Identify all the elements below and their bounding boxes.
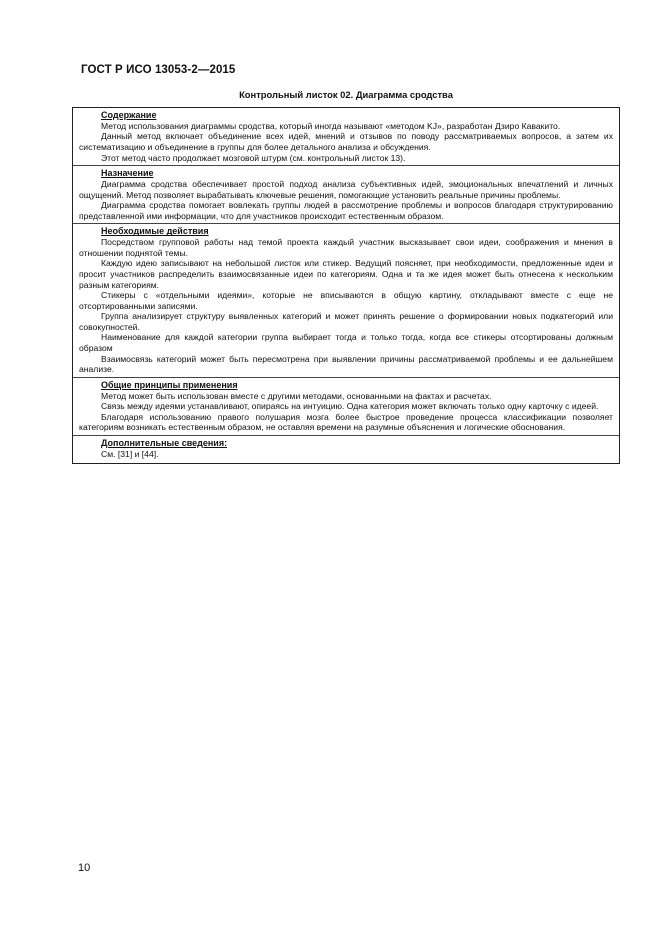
paragraph: См. [31] и [44].	[101, 448, 159, 459]
paragraph: Группа анализирует структуру выявленных категорий и может принять решение о формировании новых подкатегорий или совокупностей.	[79, 311, 613, 332]
paragraph: Стикеры с «отдельными идеями», которые не вписываются в общую картину, откладывают вместе с еще не отсортированными записями.	[79, 290, 613, 311]
document-code: ГОСТ Р ИСО 13053-2—2015	[81, 64, 236, 76]
paragraph: Диаграмма сродства помогает вовлекать группы людей в рассмотрение проблемы и вопросов благодаря структурированию представленной ими информации, что для участников происходит естественным образом.	[79, 200, 613, 221]
paragraph: Метод использования диаграммы сродства, который иногда называют «методом KJ», разработан Дзиро Кавакито.	[101, 120, 561, 131]
section-heading: Общие принципы применения	[101, 379, 238, 390]
paragraph: Взаимосвязь категорий может быть пересмотрена при выявлении причины рассматриваемой проблемы и ее дальнейшем анализе.	[79, 353, 613, 375]
paragraph: Метод может быть использован вместе с другими методами, основанными на фактах и расчетах.	[101, 390, 492, 401]
section-heading: Содержание	[101, 110, 157, 120]
paragraph: Данный метод включает объединение всех идей, мнений и отзывов по поводу рассматриваемых вопросов, а затем их систематизацию и объединение в группы для более детального анализа и обсуждения.	[79, 131, 613, 152]
paragraph: Благодаря использованию правого полушария мозга более быстрое проведение процесса классификации позволяет категориям возникать естественным образом, не оставляя времени на разумные объяснения и логические обоснования.	[79, 411, 613, 433]
checklist-table	[72, 107, 620, 464]
page-number: 10	[78, 862, 91, 874]
section-heading: Назначение	[101, 168, 154, 179]
paragraph: Наименование для каждой категории группа выбирает тогда и только тогда, когда все стикеры отсортированы должным образом	[79, 332, 613, 354]
section-purpose	[73, 166, 619, 224]
paragraph: Этот метод часто продолжает мозговой штурм (см. контрольный листок 13).	[101, 152, 406, 163]
table-title: Контрольный листок 02. Диаграмма сродства	[239, 89, 453, 100]
paragraph: Связь между идеями устанавливают, опираясь на интуицию. Одна категория может включать только одну карточку с идеей.	[101, 401, 599, 412]
section-required-actions	[73, 224, 619, 378]
paragraph: Каждую идею записывают на небольшой листок или стикер. Ведущий поясняет, при необходимости, предложенные идеи и просит участников распределить взаимосвязанные идеи по категориям. Одна и та же идея может быть отнесена к нескольким разным категориям.	[79, 258, 613, 290]
section-heading: Необходимые действия	[101, 226, 209, 237]
section-general-principles	[73, 378, 619, 436]
paragraph: Диаграмма сродства обеспечивает простой подход анализа субъективных идей, эмоциональных впечатлений и личных ощущений. Метод позволяет вырабатывать ключевые решения, помогающие установить реальные причины проблемы.	[79, 178, 613, 200]
paragraph: Посредством групповой работы над темой проекта каждый участник высказывает свои идеи, соображения и мнения в отношении поднятой темы.	[79, 237, 613, 258]
section-content	[73, 108, 619, 166]
section-heading: Дополнительные сведения:	[101, 438, 228, 449]
section-additional-info	[73, 436, 619, 463]
